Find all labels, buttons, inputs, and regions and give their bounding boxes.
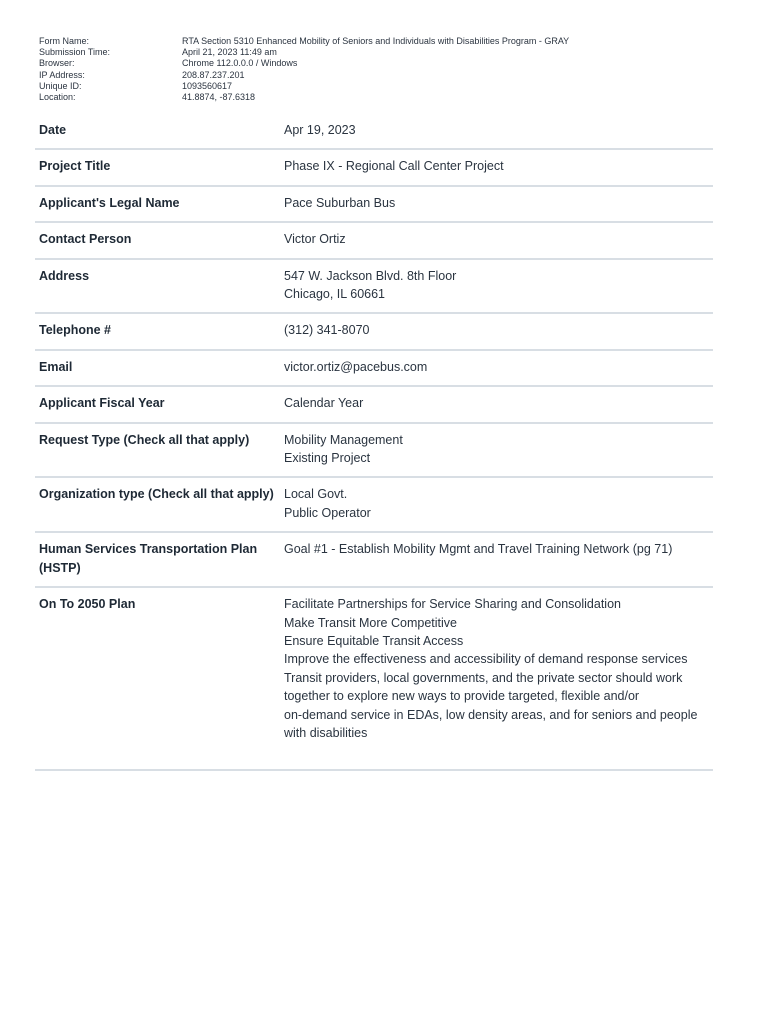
plan-item: with disabilities (284, 725, 368, 740)
field-label: Human Services Transportation Plan (HSTP) (39, 542, 258, 575)
field-value (284, 595, 713, 742)
submission-metadata (39, 36, 569, 103)
address-line: Chicago, IL 60661 (284, 287, 386, 302)
field-row-organization-type (35, 478, 713, 533)
field-label: Email (39, 359, 73, 374)
meta-value: 208.87.237.201 (182, 69, 245, 80)
field-value: Victor Ortiz (284, 232, 346, 247)
field-label: Telephone # (39, 323, 112, 338)
meta-row-location (39, 92, 569, 103)
meta-row-browser (39, 58, 569, 69)
meta-value: 1093560617 (182, 80, 233, 91)
field-label: Date (39, 123, 67, 137)
meta-label: Unique ID: (39, 80, 82, 91)
field-value: Pace Suburban Bus (284, 195, 396, 210)
field-value: Phase IX - Regional Call Center Project (284, 159, 504, 174)
meta-label: Location: (39, 92, 76, 103)
plan-item: Improve the effectiveness and accessibility of demand response services (284, 652, 688, 667)
field-row-telephone (35, 314, 713, 350)
field-row-date (35, 114, 713, 150)
field-row-hstp (35, 533, 713, 588)
field-value: victor.ortiz@pacebus.com (284, 359, 428, 374)
field-value: Apr 19, 2023 (284, 123, 356, 137)
field-label: Applicant Fiscal Year (39, 396, 165, 411)
field-row-contact-person (35, 223, 713, 259)
field-label: Contact Person (39, 232, 132, 247)
field-row-email (35, 351, 713, 387)
field-row-legal-name (35, 187, 713, 223)
meta-value: 41.8874, -87.6318 (182, 92, 256, 103)
form-fields (35, 114, 713, 771)
field-value (284, 431, 713, 468)
organization-type-item: Local Govt. (284, 487, 348, 502)
field-label: Request Type (Check all that apply) (39, 432, 250, 447)
plan-item: on-demand service in EDAs, low density areas, and for seniors and people (284, 707, 698, 722)
field-label: Address (39, 268, 90, 283)
meta-label: Browser: (39, 58, 75, 69)
field-row-on-to-2050-plan (35, 588, 713, 771)
meta-row-unique-id (39, 81, 569, 92)
field-value (284, 267, 713, 304)
field-label: Applicant's Legal Name (39, 195, 180, 210)
address-line: 547 W. Jackson Blvd. 8th Floor (284, 268, 457, 283)
organization-type-item: Public Operator (284, 505, 371, 520)
plan-item: Ensure Equitable Transit Access (284, 633, 464, 648)
meta-value: Chrome 112.0.0.0 / Windows (182, 58, 298, 69)
request-type-item: Existing Project (284, 451, 371, 466)
plan-item: together to explore new ways to provide targeted, flexible and/or (284, 689, 640, 704)
meta-row-submission-time (39, 47, 569, 58)
meta-row-ip-address (39, 70, 569, 81)
meta-label: IP Address: (39, 69, 85, 80)
field-value: Calendar Year (284, 396, 364, 411)
plan-item: Make Transit More Competitive (284, 615, 457, 630)
field-row-request-type (35, 424, 713, 479)
field-value (284, 485, 713, 522)
field-row-project-title (35, 150, 713, 186)
plan-item: Transit providers, local governments, and the private sector should work (284, 670, 683, 685)
field-value: Goal #1 - Establish Mobility Mgmt and Travel Training Network (pg 71) (284, 542, 673, 557)
request-type-item: Mobility Management (284, 432, 403, 447)
meta-value: April 21, 2023 11:49 am (182, 47, 277, 58)
field-row-fiscal-year (35, 387, 713, 423)
meta-value: RTA Section 5310 Enhanced Mobility of Seniors and Individuals with Disabilities Program - GRAY (182, 36, 570, 46)
field-row-address (35, 260, 713, 315)
meta-row-form-name (39, 36, 569, 47)
plan-item: Facilitate Partnerships for Service Sharing and Consolidation (284, 597, 621, 612)
field-value: (312) 341-8070 (284, 323, 370, 338)
field-label: Project Title (39, 159, 111, 174)
field-label: On To 2050 Plan (39, 597, 136, 612)
meta-label: Submission Time: (39, 47, 111, 58)
meta-label: Form Name: (39, 36, 90, 46)
field-label: Organization type (Check all that apply) (39, 487, 274, 502)
